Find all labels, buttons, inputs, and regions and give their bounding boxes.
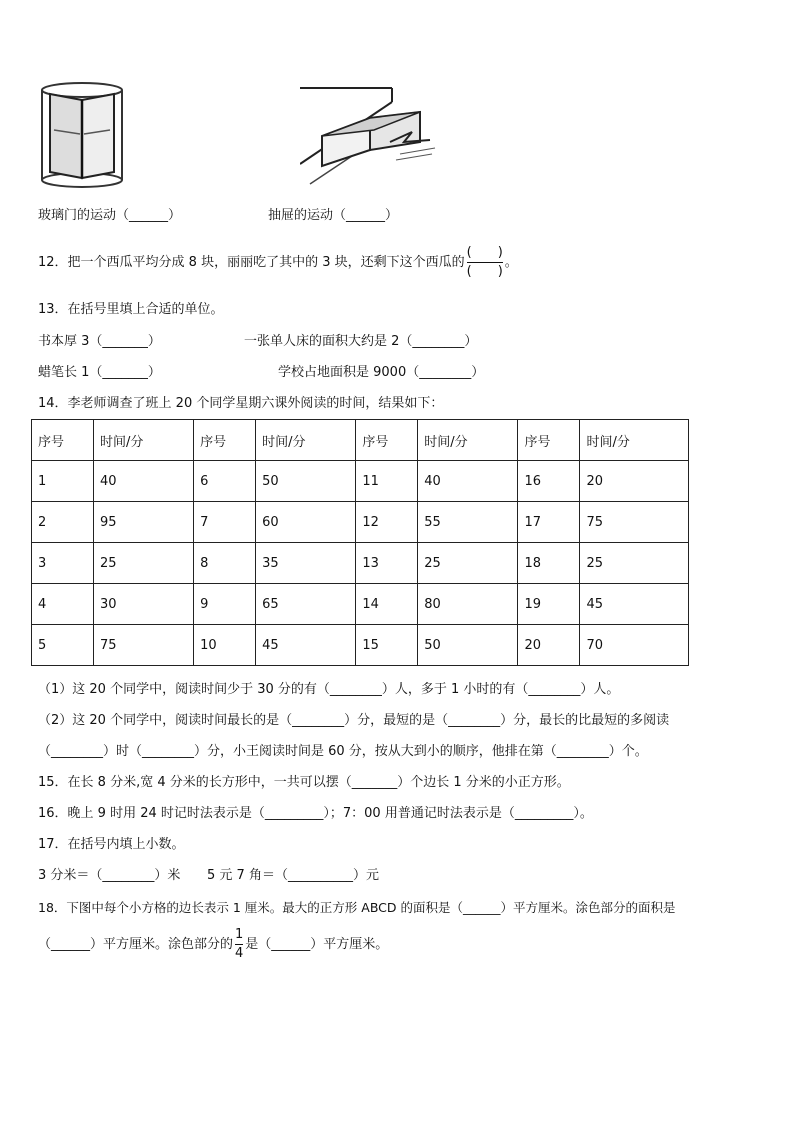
- table-cell: 95: [93, 502, 193, 543]
- q12-fraction-blank[interactable]: [467, 246, 503, 279]
- table-cell: 65: [256, 584, 356, 625]
- table-cell: 55: [418, 502, 518, 543]
- q14-sub2-line1: （2）这 20 个同学中，阅读时间最长的是（________）分，最短的是（________）分，最长的比最短的多阅读: [38, 713, 670, 728]
- header-cell: 时间/分: [256, 420, 356, 461]
- q12-numerator: ( ): [466, 245, 503, 260]
- q13-a: 书本厚 3（_______）: [38, 334, 161, 349]
- glass-door-caption: 玻璃门的运动（______）: [38, 208, 182, 223]
- table-row: [32, 461, 689, 502]
- q13-c: 蜡笔长 1（_______）: [38, 365, 161, 380]
- question-12: [38, 246, 518, 280]
- glass-door-illustration: [36, 80, 128, 190]
- table-cell: 75: [93, 625, 193, 666]
- table-cell: 40: [418, 461, 518, 502]
- question-15: 15．在长 8 分米,宽 4 分米的长方形中，一共可以摆（_______）个边长 1 分米的小正方形。: [38, 775, 570, 790]
- drawer-illustration: [300, 84, 445, 190]
- header-cell: 时间/分: [580, 420, 689, 461]
- table-cell: 5: [32, 625, 94, 666]
- table-cell: 25: [418, 543, 518, 584]
- q18-line1: 18．下图中每个小方格的边长表示 1 厘米。最大的正方形 ABCD 的面积是（______）平方厘米。涂色部分的面积是: [38, 900, 676, 915]
- reading-time-table: [31, 419, 689, 666]
- table-cell: 25: [580, 543, 689, 584]
- table-cell: 40: [93, 461, 193, 502]
- table-cell: 12: [356, 502, 418, 543]
- header-cell: 时间/分: [93, 420, 193, 461]
- drawer-caption: 抽屉的运动（______）: [268, 208, 399, 223]
- table-row: [32, 502, 689, 543]
- table-cell: 45: [256, 625, 356, 666]
- q12-denominator: ( ): [466, 264, 503, 279]
- table-cell: 2: [32, 502, 94, 543]
- table-cell: 1: [32, 461, 94, 502]
- q17-title: 17．在括号内填上小数。: [38, 837, 185, 852]
- table-cell: 80: [418, 584, 518, 625]
- table-cell: 25: [93, 543, 193, 584]
- q12-text: 12．把一个西瓜平均分成 8 块，丽丽吃了其中的 3 块，还剩下这个西瓜的: [38, 255, 465, 270]
- table-cell: 19: [518, 584, 580, 625]
- table-cell: 3: [32, 543, 94, 584]
- q13-b: 一张单人床的面积大约是 2（________）: [244, 334, 478, 349]
- q17-b: 5 元 7 角＝（__________）元: [207, 868, 379, 883]
- q14-title: 14．李老师调查了班上 20 个同学星期六课外阅读的时间，结果如下：: [38, 396, 444, 411]
- q17-a: 3 分米＝（________）米: [38, 868, 181, 883]
- fraction-denominator: 4: [235, 946, 244, 961]
- question-16: 16．晚上 9 时用 24 时记时法表示是（_________）；7：00 用普通记时法表示是（_________）。: [38, 806, 593, 821]
- table-cell: 30: [93, 584, 193, 625]
- table-cell: 75: [580, 502, 689, 543]
- one-quarter-fraction: [235, 928, 243, 961]
- table-cell: 18: [518, 543, 580, 584]
- table-row: [32, 625, 689, 666]
- q13-title: 13．在括号里填上合适的单位。: [38, 302, 224, 317]
- table-cell: 10: [194, 625, 256, 666]
- table-cell: 14: [356, 584, 418, 625]
- header-cell: 序号: [356, 420, 418, 461]
- table-cell: 45: [580, 584, 689, 625]
- header-cell: 序号: [518, 420, 580, 461]
- table-cell: 60: [256, 502, 356, 543]
- header-cell: 序号: [32, 420, 94, 461]
- q18-line2-a: （______）平方厘米。涂色部分的: [38, 937, 234, 952]
- q14-sub1: （1）这 20 个同学中，阅读时间少于 30 分的有（________）人，多于 1 小时的有（________）人。: [38, 682, 620, 697]
- q18-line2-b: 是（______）平方厘米。: [245, 937, 389, 952]
- fraction-numerator: 1: [235, 927, 244, 942]
- header-cell: 序号: [194, 420, 256, 461]
- table-cell: 70: [580, 625, 689, 666]
- table-cell: 7: [194, 502, 256, 543]
- table-cell: 16: [518, 461, 580, 502]
- table-cell: 20: [580, 461, 689, 502]
- table-cell: 50: [256, 461, 356, 502]
- table-cell: 8: [194, 543, 256, 584]
- q14-sub2-line2: （________）时（________）分，小王阅读时间是 60 分，按从大到小的顺序，他排在第（________）个。: [38, 744, 648, 759]
- q18-line2: [38, 928, 388, 962]
- table-cell: 13: [356, 543, 418, 584]
- table-cell: 9: [194, 584, 256, 625]
- table-cell: 15: [356, 625, 418, 666]
- table-cell: 17: [518, 502, 580, 543]
- table-cell: 20: [518, 625, 580, 666]
- table-row: [32, 584, 689, 625]
- q13-d: 学校占地面积是 9000（________）: [278, 365, 485, 380]
- header-cell: 时间/分: [418, 420, 518, 461]
- table-header-row: [32, 420, 689, 461]
- table-cell: 35: [256, 543, 356, 584]
- table-row: [32, 543, 689, 584]
- q12-end: 。: [504, 255, 518, 270]
- table-cell: 6: [194, 461, 256, 502]
- table-cell: 4: [32, 584, 94, 625]
- table-cell: 11: [356, 461, 418, 502]
- table-cell: 50: [418, 625, 518, 666]
